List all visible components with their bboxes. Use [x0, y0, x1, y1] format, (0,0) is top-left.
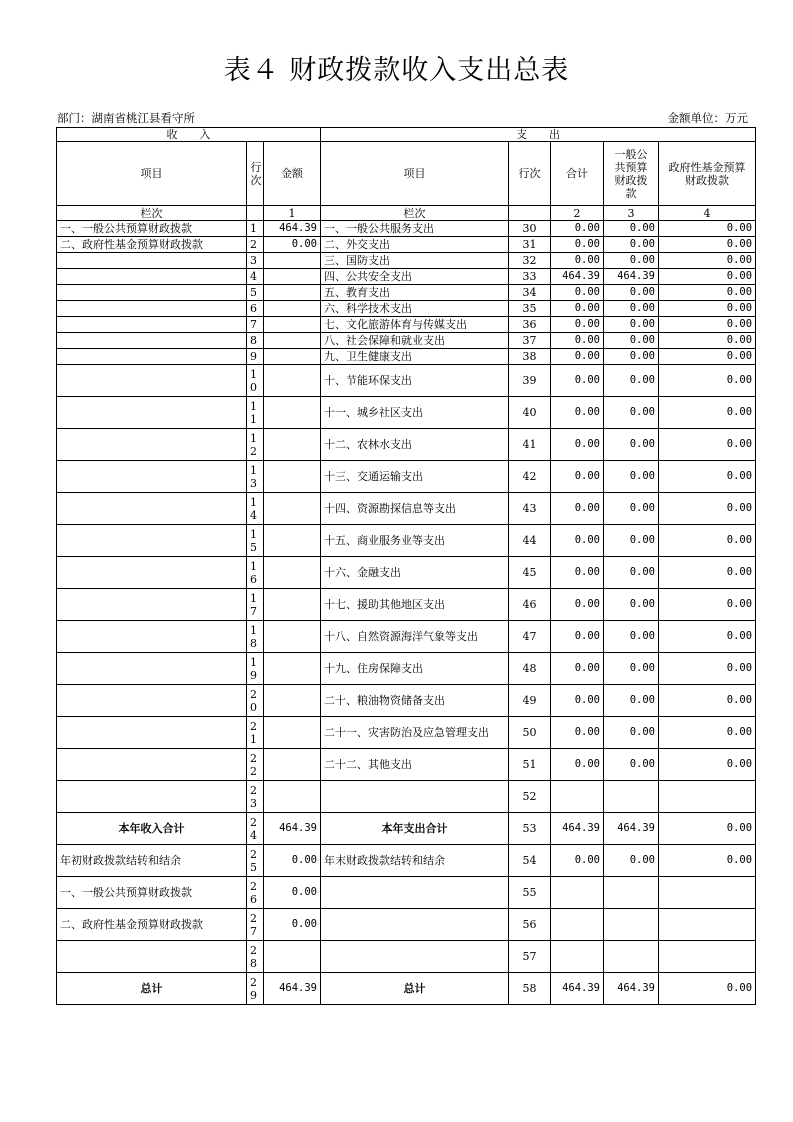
table-row — [57, 365, 756, 397]
income-row-no: 29 — [247, 973, 264, 1005]
income-item: 一、一般公共预算财政拨款 — [57, 877, 247, 909]
expense-gov-fund: 0.00 — [659, 461, 756, 493]
income-amount: 464.39 — [264, 813, 321, 845]
income-amount: 0.00 — [264, 845, 321, 877]
table-row — [57, 781, 756, 813]
expense-row-no: 30 — [509, 221, 551, 237]
expense-general-budget: 0.00 — [604, 717, 659, 749]
expense-general-budget: 0.00 — [604, 253, 659, 269]
income-item — [57, 685, 247, 717]
income-amount — [264, 429, 321, 461]
expense-item: 十七、援助其他地区支出 — [321, 589, 509, 621]
expense-row-no: 37 — [509, 333, 551, 349]
income-amount — [264, 301, 321, 317]
income-row-no: 8 — [247, 333, 264, 349]
table-row — [57, 621, 756, 653]
income-amount — [264, 333, 321, 349]
expense-general-budget: 0.00 — [604, 333, 659, 349]
expense-general-budget: 464.39 — [604, 269, 659, 285]
income-item — [57, 253, 247, 269]
table-body — [57, 128, 756, 1005]
expense-gov-fund: 0.00 — [659, 653, 756, 685]
expense-general-budget — [604, 781, 659, 813]
income-item — [57, 717, 247, 749]
income-row-no: 28 — [247, 941, 264, 973]
income-amount — [264, 621, 321, 653]
expense-total: 0.00 — [551, 253, 604, 269]
expense-item: 十六、金融支出 — [321, 557, 509, 589]
expense-general-budget: 464.39 — [604, 973, 659, 1005]
expense-item — [321, 781, 509, 813]
expense-general-budget: 0.00 — [604, 589, 659, 621]
expense-item: 十三、交通运输支出 — [321, 461, 509, 493]
income-item — [57, 333, 247, 349]
expense-gov-fund: 0.00 — [659, 813, 756, 845]
expense-item: 总计 — [321, 973, 509, 1005]
expense-general-budget: 0.00 — [604, 621, 659, 653]
header-general-budget: 一般公共预算财政拨款 — [604, 142, 659, 206]
income-amount: 464.39 — [264, 973, 321, 1005]
expense-section-header: 支 出 — [321, 128, 756, 142]
expense-total: 0.00 — [551, 525, 604, 557]
header-income-row-no: 行次 — [247, 142, 264, 206]
expense-row-no: 47 — [509, 621, 551, 653]
expense-item: 五、教育支出 — [321, 285, 509, 301]
income-amount — [264, 349, 321, 365]
income-row-no: 6 — [247, 301, 264, 317]
expense-item: 二、外交支出 — [321, 237, 509, 253]
income-row-no: 20 — [247, 685, 264, 717]
expense-total: 0.00 — [551, 621, 604, 653]
expense-gov-fund — [659, 941, 756, 973]
table-row — [57, 493, 756, 525]
table-row — [57, 653, 756, 685]
table-row — [57, 973, 756, 1005]
expense-general-budget — [604, 941, 659, 973]
expense-gov-fund: 0.00 — [659, 301, 756, 317]
expense-general-budget: 0.00 — [604, 525, 659, 557]
income-item — [57, 269, 247, 285]
expense-row-no: 39 — [509, 365, 551, 397]
income-item — [57, 589, 247, 621]
expense-row-no: 46 — [509, 589, 551, 621]
income-row-no: 9 — [247, 349, 264, 365]
expense-item: 八、社会保障和就业支出 — [321, 333, 509, 349]
expense-row-no: 57 — [509, 941, 551, 973]
income-row-no: 13 — [247, 461, 264, 493]
income-item — [57, 653, 247, 685]
expense-general-budget: 0.00 — [604, 397, 659, 429]
expense-row-no: 50 — [509, 717, 551, 749]
expense-general-budget: 0.00 — [604, 557, 659, 589]
income-amount — [264, 525, 321, 557]
income-item — [57, 525, 247, 557]
lanci-amount-col: 1 — [264, 206, 321, 221]
expense-gov-fund: 0.00 — [659, 317, 756, 333]
expense-gov-fund — [659, 909, 756, 941]
income-item — [57, 749, 247, 781]
expense-total — [551, 877, 604, 909]
unit-label: 金额单位：万元 — [667, 111, 748, 125]
expense-general-budget: 0.00 — [604, 493, 659, 525]
expense-total: 0.00 — [551, 221, 604, 237]
expense-item: 十九、住房保障支出 — [321, 653, 509, 685]
expense-total — [551, 941, 604, 973]
table-row — [57, 845, 756, 877]
income-item: 二、政府性基金预算财政拨款 — [57, 237, 247, 253]
income-row-no: 7 — [247, 317, 264, 333]
expense-item: 本年支出合计 — [321, 813, 509, 845]
budget-table — [56, 127, 756, 1005]
income-item — [57, 365, 247, 397]
expense-row-no: 58 — [509, 973, 551, 1005]
expense-gov-fund — [659, 877, 756, 909]
table-row — [57, 461, 756, 493]
expense-general-budget: 0.00 — [604, 349, 659, 365]
table-row — [57, 333, 756, 349]
expense-gov-fund: 0.00 — [659, 285, 756, 301]
expense-general-budget: 0.00 — [604, 653, 659, 685]
expense-gov-fund: 0.00 — [659, 973, 756, 1005]
income-amount: 0.00 — [264, 237, 321, 253]
income-item — [57, 349, 247, 365]
income-amount — [264, 781, 321, 813]
expense-item: 三、国防支出 — [321, 253, 509, 269]
income-row-no: 14 — [247, 493, 264, 525]
expense-row-no: 48 — [509, 653, 551, 685]
expense-item: 九、卫生健康支出 — [321, 349, 509, 365]
expense-row-no: 41 — [509, 429, 551, 461]
income-row-no: 23 — [247, 781, 264, 813]
lanci-empty — [247, 206, 264, 221]
income-row-no: 3 — [247, 253, 264, 269]
expense-total: 0.00 — [551, 493, 604, 525]
income-amount — [264, 653, 321, 685]
expense-gov-fund: 0.00 — [659, 749, 756, 781]
table-row — [57, 269, 756, 285]
expense-item: 二十一、灾害防治及应急管理支出 — [321, 717, 509, 749]
expense-total: 0.00 — [551, 557, 604, 589]
expense-general-budget: 0.00 — [604, 317, 659, 333]
income-item: 一、一般公共预算财政拨款 — [57, 221, 247, 237]
expense-total: 464.39 — [551, 973, 604, 1005]
expense-total: 0.00 — [551, 349, 604, 365]
expense-gov-fund: 0.00 — [659, 685, 756, 717]
income-amount: 464.39 — [264, 221, 321, 237]
income-row-no: 27 — [247, 909, 264, 941]
expense-row-no: 33 — [509, 269, 551, 285]
income-row-no: 18 — [247, 621, 264, 653]
income-row-no: 26 — [247, 877, 264, 909]
expense-row-no: 40 — [509, 397, 551, 429]
income-row-no: 24 — [247, 813, 264, 845]
expense-row-no: 54 — [509, 845, 551, 877]
income-item — [57, 285, 247, 301]
expense-row-no: 31 — [509, 237, 551, 253]
table-row — [57, 813, 756, 845]
income-row-no: 11 — [247, 397, 264, 429]
income-row-no: 2 — [247, 237, 264, 253]
expense-total: 0.00 — [551, 333, 604, 349]
expense-total: 0.00 — [551, 461, 604, 493]
page-title: 表４ 财政拨款收入支出总表 — [223, 55, 570, 86]
header-income-amount: 金额 — [264, 142, 321, 206]
income-row-no: 19 — [247, 653, 264, 685]
income-item: 二、政府性基金预算财政拨款 — [57, 909, 247, 941]
expense-row-no: 38 — [509, 349, 551, 365]
expense-row-no: 55 — [509, 877, 551, 909]
expense-row-no: 32 — [509, 253, 551, 269]
expense-gov-fund: 0.00 — [659, 221, 756, 237]
expense-total: 0.00 — [551, 589, 604, 621]
income-item — [57, 493, 247, 525]
income-item — [57, 621, 247, 653]
expense-item: 一、一般公共服务支出 — [321, 221, 509, 237]
expense-gov-fund: 0.00 — [659, 429, 756, 461]
expense-total: 0.00 — [551, 365, 604, 397]
expense-gov-fund: 0.00 — [659, 621, 756, 653]
expense-total: 0.00 — [551, 285, 604, 301]
income-item — [57, 461, 247, 493]
expense-item: 十二、农林水支出 — [321, 429, 509, 461]
income-item — [57, 557, 247, 589]
expense-row-no: 45 — [509, 557, 551, 589]
expense-item — [321, 877, 509, 909]
expense-row-no: 35 — [509, 301, 551, 317]
expense-total — [551, 909, 604, 941]
header-expense-item: 项目 — [321, 142, 509, 206]
lanci-general-col: 3 — [604, 206, 659, 221]
expense-item — [321, 909, 509, 941]
income-row-no: 5 — [247, 285, 264, 301]
income-item — [57, 317, 247, 333]
expense-item: 十五、商业服务业等支出 — [321, 525, 509, 557]
expense-general-budget: 464.39 — [604, 813, 659, 845]
table-row — [57, 349, 756, 365]
expense-row-no: 42 — [509, 461, 551, 493]
income-amount — [264, 685, 321, 717]
expense-total: 0.00 — [551, 845, 604, 877]
lanci-gov-col: 4 — [659, 206, 756, 221]
income-row-no: 10 — [247, 365, 264, 397]
table-row — [57, 317, 756, 333]
income-amount — [264, 461, 321, 493]
income-amount — [264, 253, 321, 269]
income-amount — [264, 285, 321, 301]
table-row — [57, 877, 756, 909]
income-row-no: 21 — [247, 717, 264, 749]
income-row-no: 4 — [247, 269, 264, 285]
expense-total: 464.39 — [551, 813, 604, 845]
table-row — [57, 429, 756, 461]
expense-gov-fund: 0.00 — [659, 269, 756, 285]
income-item: 年初财政拨款结转和结余 — [57, 845, 247, 877]
income-item — [57, 941, 247, 973]
expense-item: 二十二、其他支出 — [321, 749, 509, 781]
expense-gov-fund: 0.00 — [659, 845, 756, 877]
expense-general-budget: 0.00 — [604, 237, 659, 253]
expense-row-no: 36 — [509, 317, 551, 333]
expense-gov-fund: 0.00 — [659, 589, 756, 621]
expense-item: 十八、自然资源海洋气象等支出 — [321, 621, 509, 653]
income-amount — [264, 493, 321, 525]
expense-gov-fund: 0.00 — [659, 237, 756, 253]
expense-item: 四、公共安全支出 — [321, 269, 509, 285]
expense-item — [321, 941, 509, 973]
expense-general-budget: 0.00 — [604, 301, 659, 317]
expense-row-no: 53 — [509, 813, 551, 845]
expense-general-budget: 0.00 — [604, 285, 659, 301]
income-section-header: 收 入 — [57, 128, 321, 142]
table-row — [57, 589, 756, 621]
expense-gov-fund: 0.00 — [659, 493, 756, 525]
expense-gov-fund: 0.00 — [659, 397, 756, 429]
table-row — [57, 397, 756, 429]
income-amount — [264, 717, 321, 749]
income-row-no: 22 — [247, 749, 264, 781]
header-gov-fund: 政府性基金预算财政拨款 — [659, 142, 756, 206]
expense-general-budget — [604, 877, 659, 909]
header-income-item: 项目 — [57, 142, 247, 206]
table-row — [57, 909, 756, 941]
income-amount: 0.00 — [264, 909, 321, 941]
expense-total: 0.00 — [551, 749, 604, 781]
department-label: 部门：湖南省桃江县看守所 — [57, 111, 195, 125]
table-row — [57, 941, 756, 973]
expense-item: 二十、粮油物资储备支出 — [321, 685, 509, 717]
income-row-no: 15 — [247, 525, 264, 557]
expense-row-no: 51 — [509, 749, 551, 781]
table-row — [57, 685, 756, 717]
income-amount — [264, 557, 321, 589]
expense-gov-fund: 0.00 — [659, 349, 756, 365]
income-item — [57, 397, 247, 429]
expense-row-no: 43 — [509, 493, 551, 525]
expense-general-budget — [604, 909, 659, 941]
expense-total: 0.00 — [551, 429, 604, 461]
expense-general-budget: 0.00 — [604, 685, 659, 717]
expense-item: 六、科学技术支出 — [321, 301, 509, 317]
expense-item: 十一、城乡社区支出 — [321, 397, 509, 429]
expense-item: 七、文化旅游体育与传媒支出 — [321, 317, 509, 333]
expense-total: 0.00 — [551, 301, 604, 317]
expense-gov-fund: 0.00 — [659, 253, 756, 269]
income-amount — [264, 749, 321, 781]
income-row-no: 17 — [247, 589, 264, 621]
expense-total: 0.00 — [551, 317, 604, 333]
expense-gov-fund — [659, 781, 756, 813]
expense-total: 464.39 — [551, 269, 604, 285]
income-amount — [264, 269, 321, 285]
expense-row-no: 52 — [509, 781, 551, 813]
income-amount — [264, 941, 321, 973]
table-row — [57, 301, 756, 317]
expense-item: 年末财政拨款结转和结余 — [321, 845, 509, 877]
expense-general-budget: 0.00 — [604, 221, 659, 237]
table-row — [57, 749, 756, 781]
column-header-row — [57, 142, 756, 206]
expense-row-no: 44 — [509, 525, 551, 557]
income-row-no: 25 — [247, 845, 264, 877]
expense-total — [551, 781, 604, 813]
lanci-row — [57, 206, 756, 221]
expense-general-budget: 0.00 — [604, 749, 659, 781]
income-item — [57, 781, 247, 813]
income-item — [57, 429, 247, 461]
income-row-no: 12 — [247, 429, 264, 461]
table-row — [57, 557, 756, 589]
expense-gov-fund: 0.00 — [659, 333, 756, 349]
income-amount — [264, 589, 321, 621]
expense-row-no: 49 — [509, 685, 551, 717]
lanci-left-label: 栏次 — [57, 206, 247, 221]
expense-total: 0.00 — [551, 717, 604, 749]
expense-gov-fund: 0.00 — [659, 525, 756, 557]
table-row — [57, 525, 756, 557]
income-row-no: 1 — [247, 221, 264, 237]
table-row — [57, 285, 756, 301]
table-row — [57, 717, 756, 749]
income-amount — [264, 317, 321, 333]
expense-total: 0.00 — [551, 397, 604, 429]
income-row-no: 16 — [247, 557, 264, 589]
expense-general-budget: 0.00 — [604, 845, 659, 877]
expense-general-budget: 0.00 — [604, 365, 659, 397]
expense-gov-fund: 0.00 — [659, 557, 756, 589]
table-row — [57, 237, 756, 253]
income-amount — [264, 397, 321, 429]
table-row — [57, 221, 756, 237]
lanci-right-label: 栏次 — [321, 206, 509, 221]
section-header-row — [57, 128, 756, 142]
income-item: 总计 — [57, 973, 247, 1005]
expense-item: 十四、资源勘探信息等支出 — [321, 493, 509, 525]
header-total: 合计 — [551, 142, 604, 206]
expense-row-no: 34 — [509, 285, 551, 301]
expense-total: 0.00 — [551, 653, 604, 685]
expense-general-budget: 0.00 — [604, 461, 659, 493]
income-item: 本年收入合计 — [57, 813, 247, 845]
expense-total: 0.00 — [551, 685, 604, 717]
lanci-total-col: 2 — [551, 206, 604, 221]
expense-total: 0.00 — [551, 237, 604, 253]
expense-row-no: 56 — [509, 909, 551, 941]
income-amount — [264, 365, 321, 397]
expense-item: 十、节能环保支出 — [321, 365, 509, 397]
lanci-empty-2 — [509, 206, 551, 221]
expense-general-budget: 0.00 — [604, 429, 659, 461]
header-expense-row-no: 行次 — [509, 142, 551, 206]
expense-gov-fund: 0.00 — [659, 717, 756, 749]
income-item — [57, 301, 247, 317]
table-row — [57, 253, 756, 269]
income-amount: 0.00 — [264, 877, 321, 909]
expense-gov-fund: 0.00 — [659, 365, 756, 397]
